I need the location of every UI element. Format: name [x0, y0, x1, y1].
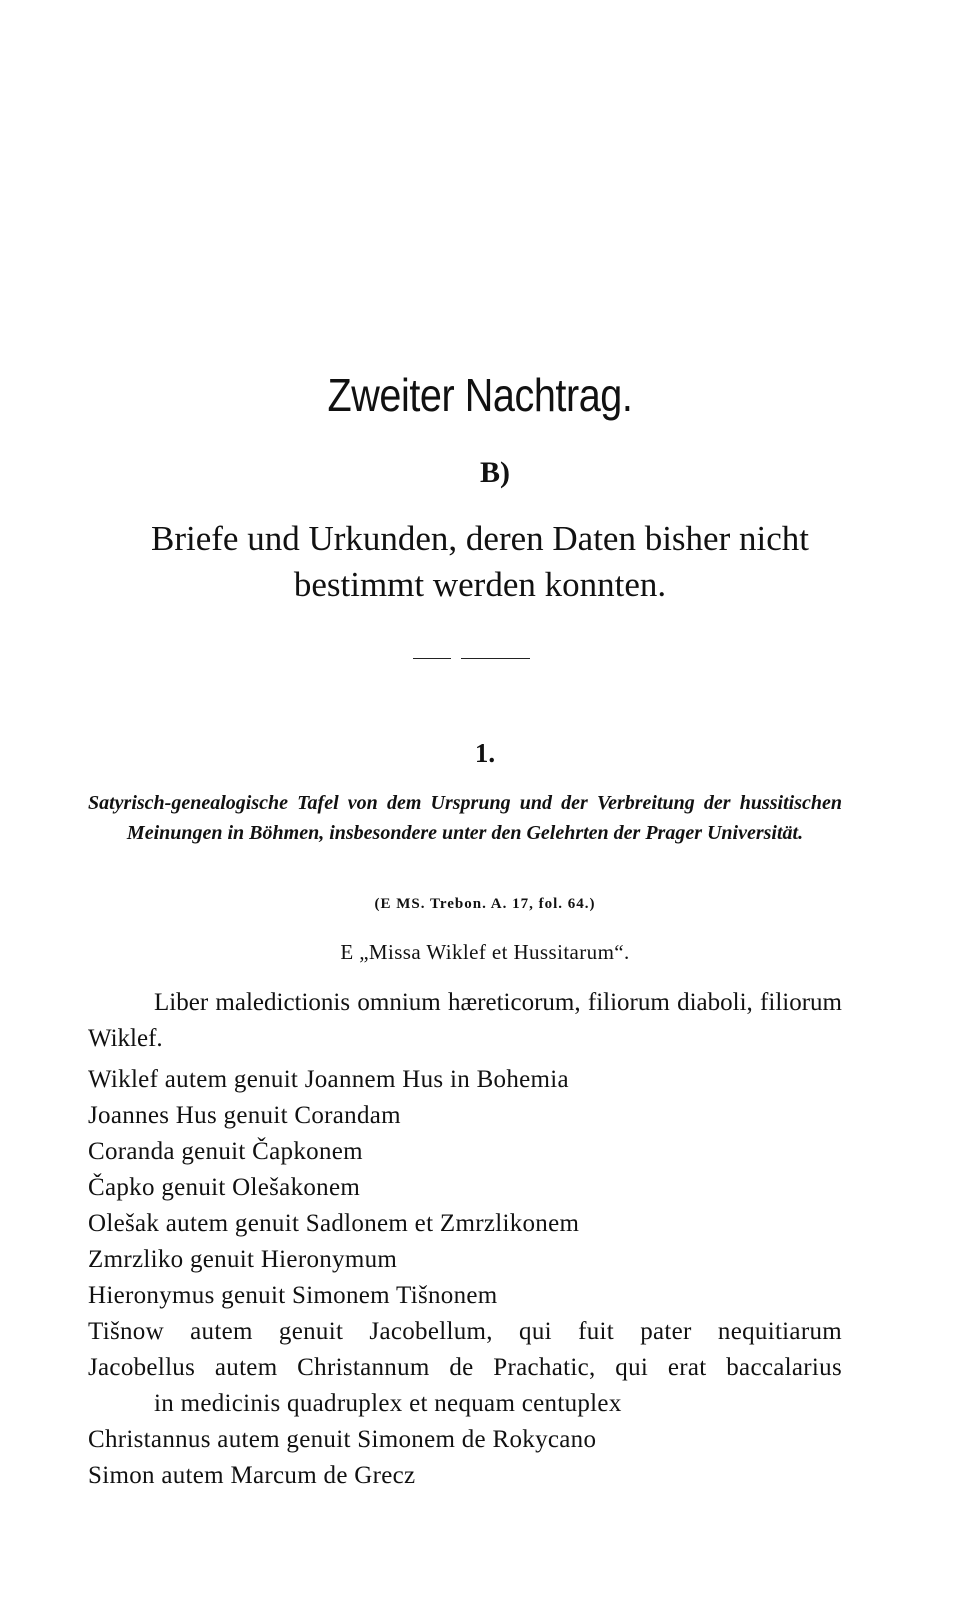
genealogy-line: Čapko genuit Olešakonem [88, 1174, 361, 1201]
body-paragraph: Liber maledictionis omnium hæreticorum, filiorum diaboli, filiorum Wiklef. [88, 989, 842, 1052]
genealogy-line: Joannes Hus genuit Corandam [88, 1102, 401, 1129]
separator-rule-short [413, 658, 451, 659]
genealogy-line-continuation: in medicinis quadruplex et nequam centuplex [154, 1390, 622, 1417]
document-number: 1. [474, 738, 496, 768]
incipit-line: E „Missa Wiklef et Hussitarum“. [340, 940, 630, 964]
genealogy-line: Zmrzliko genuit Hieronymum [88, 1246, 398, 1273]
section-letter: B) [480, 456, 510, 489]
genealogy-line: Olešak autem genuit Sadlonem et Zmrzlikonem [88, 1210, 580, 1237]
genealogy-line: Jacobellus autem Christannum de Prachatic, qui erat baccalarius [88, 1354, 842, 1381]
genealogy-line: Hieronymus genuit Simonem Tišnonem [88, 1282, 498, 1309]
page-title: Zweiter Nachtrag. [327, 369, 633, 421]
genealogy-line: Simon autem Marcum de Grecz [88, 1462, 416, 1489]
document-heading: Satyrisch-genealogische Tafel von dem Ursprung und der Verbreitung der hussitischen Meinungen in Böhmen, insbesondere unter den Gelehrten der Prager Universität. [88, 792, 842, 844]
genealogy-line: Christannus autem genuit Simonem de Rokycano [88, 1426, 597, 1453]
genealogy-line: Wiklef autem genuit Joannem Hus in Bohemia [88, 1066, 569, 1093]
source-reference: (E MS. Trebon. A. 17, fol. 64.) [374, 896, 596, 912]
section-subtitle: Briefe und Urkunden, deren Daten bisher nicht bestimmt werden konnten. [151, 519, 809, 604]
separator-rule-long [461, 658, 530, 659]
genealogy-list [88, 1062, 848, 1494]
genealogy-line: Tišnow autem genuit Jacobellum, qui fuit pater nequitiarum [88, 1318, 842, 1345]
genealogy-line: Coranda genuit Čapkonem [88, 1138, 363, 1165]
